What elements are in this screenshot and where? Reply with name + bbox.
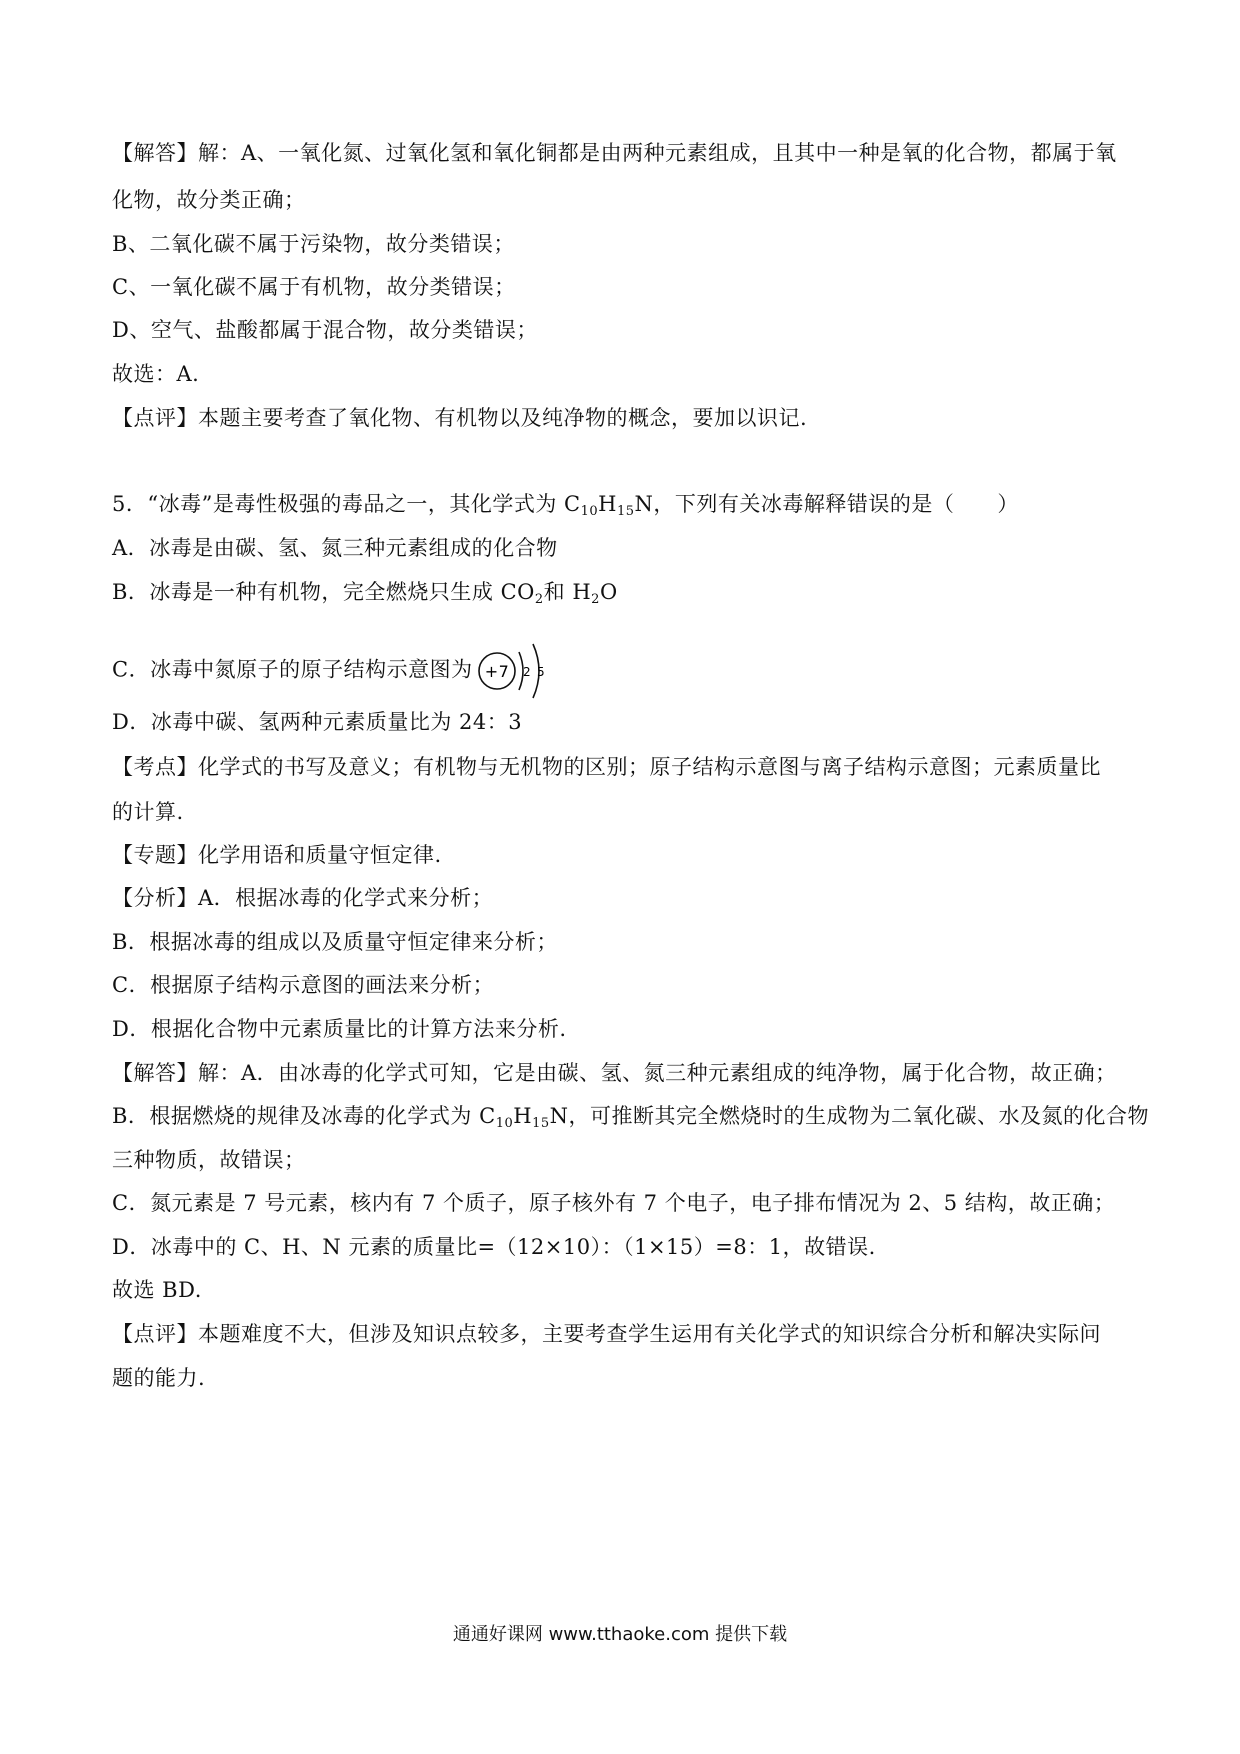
answer-line-2: B．根据燃烧的规律及冰毒的化学式为 $C_{10}H_{15}N$，可推断其完全燃烧时的生成物为二氧化碳、水及氮的化合物: [112, 1104, 1149, 1131]
exam-point-line-1: 【考点】化学式的书写及意义；有机物与无机物的区别；原子结构示意图与离子结构示意图；元素质量比: [112, 755, 1101, 779]
atom-shell-1-label: 2: [522, 665, 531, 679]
prev-comment: 【点评】本题主要考查了氧化物、有机物以及纯净物的概念，要加以识记.: [112, 406, 808, 430]
answer-line-3: 三种物质，故错误；: [112, 1148, 306, 1172]
prev-answer-option-c: C、一氧化碳不属于有机物，故分类错误；: [112, 275, 516, 299]
answer-choice: 故选 BD.: [112, 1278, 202, 1302]
answer-line-4: C．氮元素是 7 号元素，核内有 7 个质子，原子核外有 7 个电子，电子排布情况为 2、5 结构，故正确；: [112, 1191, 1116, 1215]
answer-line-5: D．冰毒中的 C、H、N 元素的质量比=（12×10）：（1×15）=8：1，故错误.: [112, 1235, 876, 1259]
comment-line-2: 题的能力.: [112, 1366, 206, 1390]
analysis-line-1: 【分析】A．根据冰毒的化学式来分析；: [112, 886, 494, 910]
answer-line-1: 【解答】解：A．由冰毒的化学式可知，它是由碳、氢、氮三种元素组成的纯净物，属于化合物，故正确；: [112, 1061, 1117, 1085]
atom-shell-2-label: 5: [536, 665, 545, 679]
prev-answer-option-b: B、二氧化碳不属于污染物，故分类错误；: [112, 232, 515, 256]
comment-line-1: 【点评】本题难度不大，但涉及知识点较多，主要考查学生运用有关化学式的知识综合分析和解决实际问: [112, 1322, 1101, 1346]
nitrogen-atom-structure-diagram: [475, 640, 555, 702]
page-footer: 通通好课网 www.tthaoke.com 提供下载: [452, 1624, 788, 1645]
question-5-option-b: B．冰毒是一种有机物，完全燃烧只生成 $CO_2$和 $H_2O$: [112, 580, 618, 607]
analysis-line-2: B．根据冰毒的组成以及质量守恒定律来分析；: [112, 930, 558, 954]
exam-point-line-2: 的计算.: [112, 800, 184, 824]
question-5-option-c: C．冰毒中氮原子的原子结构示意图为 +7 2 5: [112, 640, 1132, 702]
prev-answer-option-d: D、空气、盐酸都属于混合物，故分类错误；: [112, 318, 538, 342]
prev-answer-line-2: 化物，故分类正确；: [112, 188, 306, 212]
prev-answer-choice: 故选：A.: [112, 362, 200, 386]
topic: 【专题】化学用语和质量守恒定律.: [112, 843, 442, 867]
atom-nucleus-label: +7: [484, 662, 509, 681]
question-5-stem: 5．“冰毒”是毒性极强的毒品之一，其化学式为 $C_{10}H_{15}N$，下列有关冰毒解释错误的是（ ）: [112, 492, 1019, 519]
question-5-option-a: A．冰毒是由碳、氢、氮三种元素组成的化合物: [112, 536, 558, 560]
analysis-line-4: D．根据化合物中元素质量比的计算方法来分析.: [112, 1017, 567, 1041]
analysis-line-3: C．根据原子结构示意图的画法来分析；: [112, 973, 495, 997]
question-5-option-d: D．冰毒中碳、氢两种元素质量比为 24：3: [112, 710, 523, 734]
prev-answer-line-1: 【解答】解：A、一氧化氮、过氧化氢和氧化铜都是由两种元素组成，且其中一种是氧的化合物，都属于氧: [112, 141, 1117, 165]
